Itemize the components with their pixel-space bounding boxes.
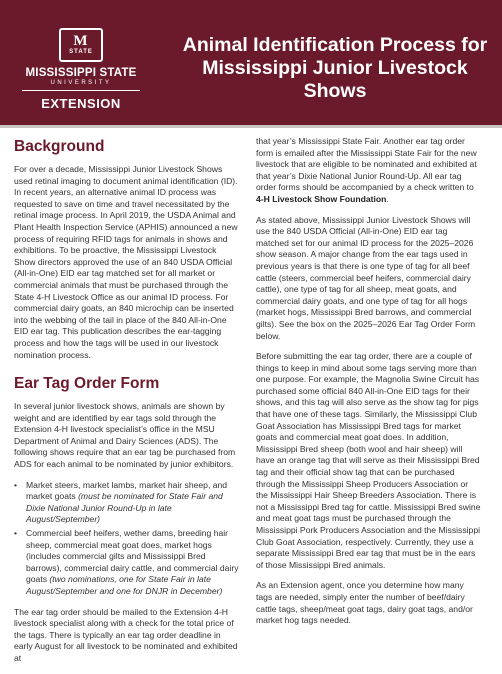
order-form-paragraph	[256, 136, 482, 206]
header-banner	[0, 0, 502, 128]
logo-mark-sub: STATE	[69, 49, 93, 55]
logo-university-word: UNIVERSITY	[50, 80, 112, 86]
list-item	[14, 528, 240, 598]
logo-university-name: MISSISSIPPI STATE	[25, 67, 137, 79]
list-item-text: Market steers, market lambs, market hair sheep, and market goats	[26, 479, 228, 502]
agent-instructions-paragraph: As an Extension agent, once you determine how many tags are needed, simply enter the number of beef/dairy cattle tags, sheep/meat goat tags, dairy goat tags, and/or market hog tags needed.	[256, 580, 473, 626]
list-item-note: (two nominations, one for State Fair in late August/September and one for DNJR in December)	[26, 574, 223, 596]
tag-types-paragraph: As stated above, Mississippi Junior Livestock Shows will use the 840 USDA Official (All-in-One) EID ear tag matched set for our animal ID process for the 2025–2026 show season. A major change from the ear tags used in previous years is that there is one type of tag for all beef cattle (steers, commercial beef heifers, commercial dairy cattle), one type of tag for all sheep, meat goats, and commercial dairy goats, and one type of tag for all hogs (market hogs, Mississippi Bred barrows, and commercial gilts). See the box on the 2025–2026 Ear Tag Order Form below.	[256, 214, 476, 341]
page-title: Animal Identification Process for Mississippi Junior Livestock Shows	[182, 34, 488, 102]
background-heading: Background	[14, 138, 105, 155]
right-column	[256, 136, 482, 636]
order-form-text: that year’s Mississippi State Fair. Another ear tag order form is emailed after the Mississippi State Fair for the new livestock that are eligible to be nominated and exhibited at that year’s Dixie National Junior Round-Up. All ear tag order forms should be accompanied by a check written to	[256, 136, 477, 193]
logo-divider	[22, 90, 140, 91]
order-form-end: .	[386, 193, 389, 204]
msu-extension-logo	[22, 28, 140, 120]
check-payee: 4-H Livestock Show Foundation	[256, 193, 387, 204]
tag-purposes-paragraph: Before submitting the ear tag order, there are a couple of things to keep in mind about some tags serving more than one purpose. For example, the Magnolia Swine Circuit has purchased some official 840 All-in-One EID tags for their shows, and this tag will also serve as the show tag for pigs that have one of these tags. Similarly, the Mississippi Club Goat Association has Mississippi Bred tags for market goats and commercial meat goat does. In addition, Mississippi Bred sheep (both wool and hair sheep) will have an orange tag that will serve as their Mississippi Bred tag and their official show tag that can be purchased through the Mississippi Sheep Producers Association or the Mississippi Hair Sheep Breeders Association. There is not a Mississippi Bred tag for cattle. Mississippi Bred swine and meat goat tags must be purchased through the Mississippi Pork Producers Association and the Mississippi Club Goat Association, respectively. Currently, they use a separate Mississippi Bred ear tag that must be in the ears of those Mississippi Bred animals.	[256, 351, 481, 570]
ear-tag-intro: In several junior livestock shows, animals are shown by weight and are identified by ear tags sold through the Extension 4-H livestock specialist’s office in the MSU Department of Animal and Dairy Sciences (ADS). The following shows require that an ear tag be purchased from ADS for each animal to be nominated by junior exhibitors.	[14, 401, 236, 470]
ear-tag-heading: Ear Tag Order Form	[14, 375, 160, 393]
msu-logo-mark	[59, 28, 103, 62]
list-item	[14, 480, 240, 526]
list-item-note: (must be nominated for State Fair and Dixie National Junior Round-Up in late August/September)	[26, 491, 223, 525]
list-item-text: Commercial beef heifers, wether dams, breeding hair sheep, commercial meat goat does, market hogs (includes commercial gilts and Mississippi Bred barrows), commercial dairy cattle, and commercial dairy goats	[26, 528, 239, 585]
background-paragraph: For over a decade, Mississippi Junior Livestock Shows used retinal imaging to document animal identification (ID). In recent years, an alternative animal ID process was requested to save on time and travel necessitated by the retinal image process. In April 2019, the USDA Animal and Plant Health Inspection Service (APHIS) announced a new process of requiring RFID tags for animals in shows and exhibitions. To be proactive, the Mississippi Livestock Show directors approved the use of an 840 USDA Official (All-in-One) EID ear tag matched set for all market or commercial animals that must be purchased through the State 4-H Livestock Office as our animal ID process. For commercial dairy goats, an 840 microchip can be inserted into the webbing of the tail in place of the 840 All-in-One EID ear tag. This publication describes the ear-tagging process and how the tags will be used in our livestock nomination process.	[14, 164, 238, 360]
logo-extension: EXTENSION	[41, 96, 121, 111]
mail-order-paragraph: The ear tag order should be mailed to the Extension 4-H livestock specialist along with a check for the total price of the tags. There is typically an ear tag order deadline in early August for all livestock to be nominated and exhibited at	[14, 606, 238, 663]
left-column	[14, 136, 240, 674]
logo-mark-letters: M	[73, 33, 89, 49]
show-requirements-list	[14, 480, 240, 598]
